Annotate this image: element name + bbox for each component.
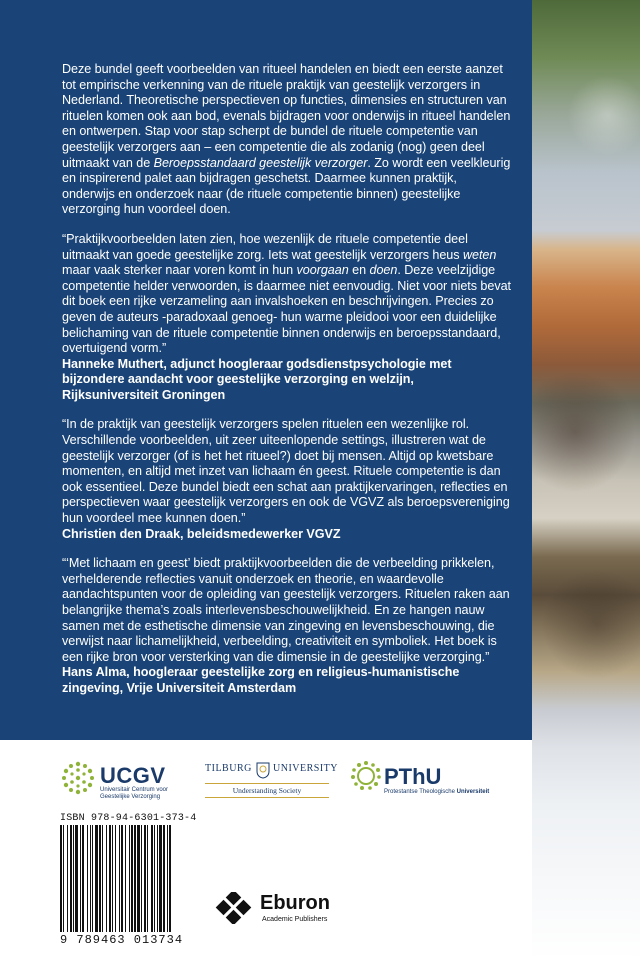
barcode-bar <box>80 825 81 932</box>
barcode-bar <box>109 825 111 932</box>
barcode-bar <box>73 825 74 932</box>
barcode-bar <box>147 825 148 932</box>
partner-logos <box>0 740 532 820</box>
quote-den-draak: “In de praktijk van geestelijk verzorgers spelen rituelen een wezenlijke rol. Verschillende voorbeelden, uit zeer uiteenlopende settings, illustreren wat de geestelijk verzorger (of is het het ritueel?) doet bij mensen. Altijd op kwetsbare momenten, en altijd met inzet van lichaam én geest. Rituele competentie is dan ook essentieel. Deze bundel biedt een schat aan praktijkervaringen, reflecties en perspectieven waar geestelijk verzorgers en ook de VGVZ als beroepsvereniging hun voordeel mee kunnen doen.” Christien den Draak, beleidsmedewerker VGVZ <box>62 417 512 542</box>
attribution-alma: Hans Alma, hoogleraar geestelijke zorg en religieus-humanistische zingeving, Vrije Universiteit Amsterdam <box>62 665 460 695</box>
photo-overlay <box>532 0 640 960</box>
cover-photo-strip <box>532 0 640 960</box>
attribution-muthert: Hanneke Muthert, adjunct hoogleraar godsdienstpsychologie met bijzondere aandacht voor geestelijke verzorging en welzijn, Rijksuniversiteit Groningen <box>62 356 452 402</box>
eburon-logo <box>214 890 364 932</box>
barcode-bar <box>82 825 84 932</box>
barcode-bar <box>67 825 68 932</box>
ucgv-logo <box>60 760 180 804</box>
quote-alma: “‘Met lichaam en geest’ biedt praktijkvoorbeelden die de verbeelding prikkelen, verhelderende reflecties vanuit onderzoek en theorie, en waardevolle aandachtspunten voor de opleiding van geestelijk verzorgers. Rituelen raken aan belangrijke thema’s zoals interlevensbeschouwelijkheid. En ze hangen nauw samen met de esthetische dimensie van zingeving en levensbeschouwing, die verwijst naar lichamelijkheid, verbeelding, creativiteit en symboliek. Het boek is een rijke bron voor versterking van die dimensie in de geestelijke verzorging.” Hans Alma, hoogleraar geestelijke zorg en religieus-humanistische zingeving, Vrije Universiteit Amsterdam <box>62 556 512 696</box>
barcode-bar <box>115 825 116 932</box>
barcode-bar <box>102 825 103 932</box>
barcode-bar <box>169 825 171 932</box>
pthu-name: PThU <box>384 764 442 789</box>
isbn-label: ISBN 978-94-6301-373-4 <box>60 813 197 824</box>
barcode-bar <box>159 825 162 932</box>
ucgv-name: UCGV <box>100 763 166 788</box>
quote-muthert: “Praktijkvoorbeelden laten zien, hoe wezenlijk de rituele competentie deel uitmaakt van goede geestelijke zorg. Iets wat geestelijk verzorgers heus weten maar vaak sterker naar voren komt in hun voorgaan en doen. Deze veelzijdige competentie helder verwoorden, is daarmee niet eenvoudig. Niet voor niets bevat dit boek een rijke verzameling aan invalshoeken en beschrijvingen. Precies zo geven de auteurs -paradoxaal genoeg- hun warme pleidooi voor een duidelijke belichaming van de rituele competentie binnen onderwijs en beroepsstandaard, overtuigend vorm.” Hanneke Muthert, adjunct hoogleraar godsdienstpsychologie met bijzondere aandacht voor geestelijke verzorging en welzijn, Rijksuniversiteit Groningen <box>62 231 511 402</box>
barcode-bar <box>106 825 107 932</box>
tilburg-university-logo <box>203 759 338 811</box>
barcode-digits: 9 789463 013734 <box>60 933 184 947</box>
barcode-bar <box>151 825 153 932</box>
attribution-den-draak: Christien den Draak, beleidsmedewerker VGVZ <box>62 526 341 541</box>
barcode-bar <box>119 825 120 932</box>
ucgv-burst-icon <box>60 760 96 796</box>
barcode-bar <box>125 825 126 932</box>
pthu-burst-icon <box>350 760 382 792</box>
barcode-bar <box>60 825 62 932</box>
tilburg-seal-icon <box>255 761 271 779</box>
barcode-bar <box>99 825 101 932</box>
barcode-bar <box>131 825 133 932</box>
barcode-bar <box>63 825 64 932</box>
barcode-bar <box>92 825 93 932</box>
barcode-bar <box>167 825 168 932</box>
tilburg-word: TILBURG <box>205 763 252 774</box>
barcode <box>60 825 194 932</box>
barcode-bar <box>70 825 72 932</box>
barcode-bar <box>121 825 123 932</box>
barcode-bar <box>137 825 140 932</box>
eburon-cubes-icon <box>214 892 254 924</box>
eburon-subtitle: Academic Publishers <box>262 916 328 923</box>
barcode-bar <box>157 825 158 932</box>
barcode-bar <box>75 825 78 932</box>
barcode-bar <box>144 825 146 932</box>
pthu-logo <box>350 760 510 804</box>
barcode-bar <box>95 825 98 932</box>
intro-paragraph: Deze bundel geeft voorbeelden van ritueel handelen en biedt een eerste aanzet tot empirische verkenning van de rituele praktijk van geestelijk verzorgers in Nederland. Theoretische perspectieven op functies, dimensies en structuren van rituelen komen ook aan bod, evenals bijdragen voor onderwijs in ritueel handelen en ontwerpen. Stap voor stap scherpt de bundel de rituele competentie van geestelijk verzorgers aan – een competentie die als zodanig (nog) geen deel uitmaakt van de Beroepsstandaard geestelijk verzorger. Zo wordt een veelkleurig en inspirerend palet aan bijdragen geschetst. Daarmee kunnen praktijk, onderwijs en onderzoek naar (de rituele competentie binnen) geestelijke verzorging hun voordeel doen. <box>62 62 511 217</box>
barcode-bar <box>141 825 142 932</box>
university-word: UNIVERSITY <box>273 763 338 774</box>
tilburg-tagline: Understanding Society <box>205 783 329 798</box>
ucgv-subtitle: Universitair Centrum voor Geestelijke Verzorging <box>100 787 169 800</box>
eburon-name: Eburon <box>260 892 330 914</box>
barcode-bar <box>163 825 165 932</box>
barcode-bar <box>154 825 155 932</box>
barcode-bar <box>134 825 136 932</box>
barcode-bar <box>112 825 113 932</box>
barcode-bar <box>87 825 88 932</box>
barcode-bar <box>129 825 130 932</box>
pthu-subtitle: Protestantse Theologische Universiteit <box>384 789 490 795</box>
barcode-bar <box>90 825 91 932</box>
